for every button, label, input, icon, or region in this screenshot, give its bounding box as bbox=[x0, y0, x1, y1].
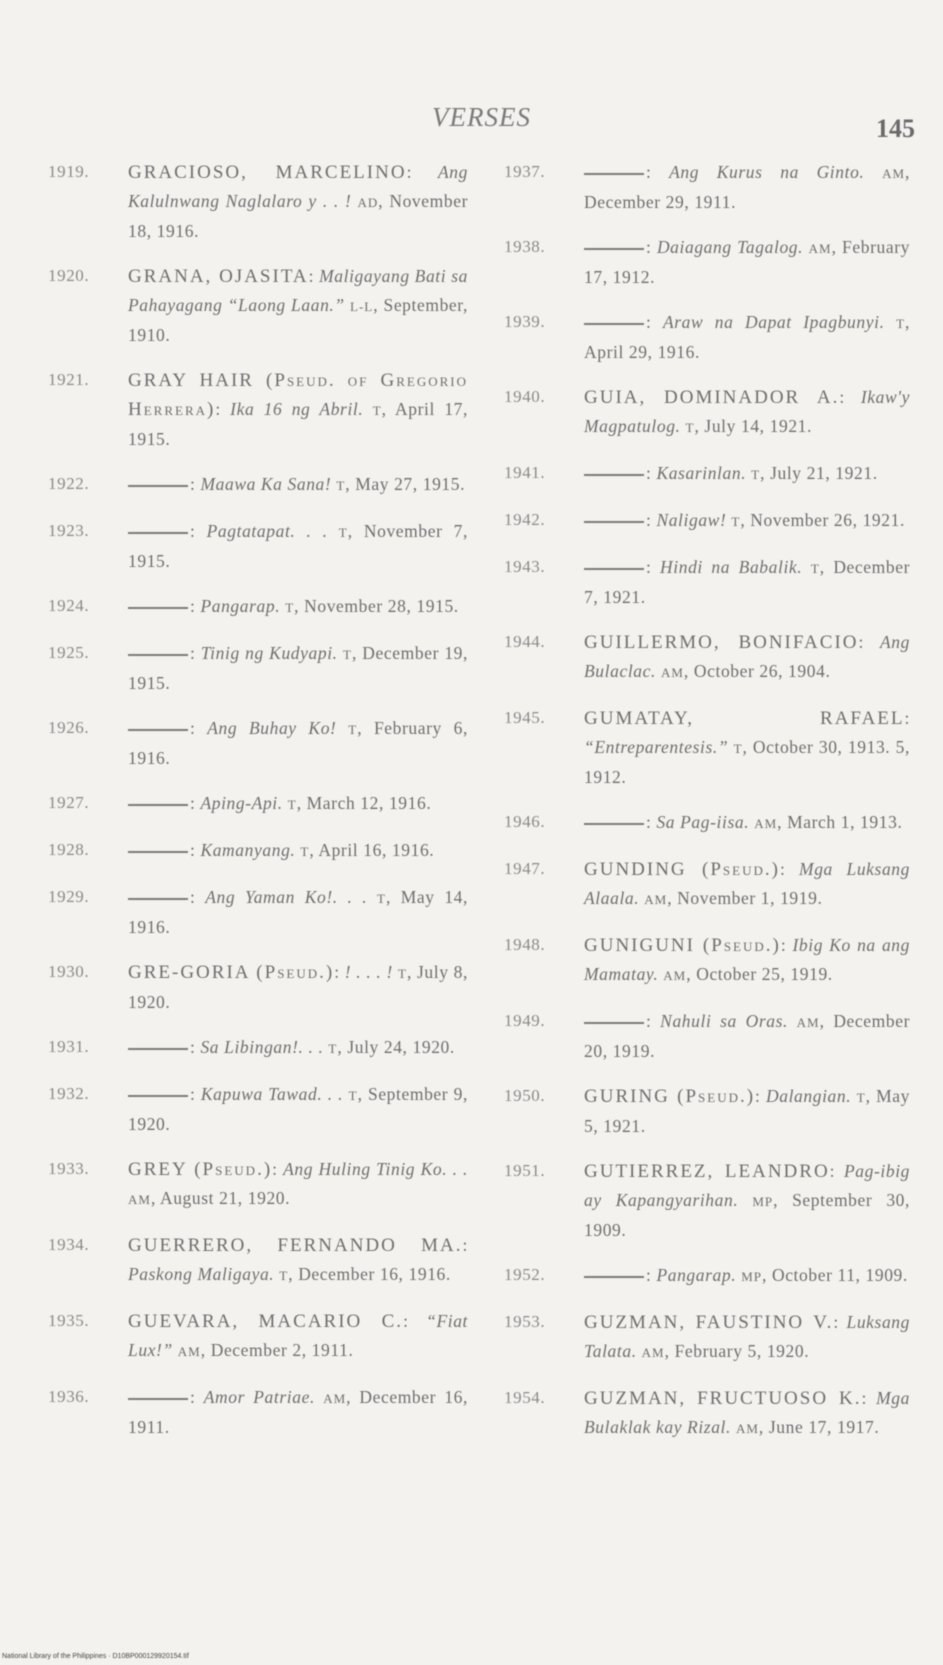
entry-date: December 20, 1919 bbox=[584, 1011, 911, 1061]
entry-number: 1950. bbox=[504, 1086, 546, 1105]
entry-date: February 17, 1912 bbox=[584, 237, 910, 287]
entry-title: Maawa Ka Sana! bbox=[200, 474, 332, 494]
entry-author: GRACIOSO, MARCELINO bbox=[128, 162, 407, 183]
running-head: VERSES bbox=[432, 102, 531, 132]
entry-title: Pangarap. bbox=[656, 1265, 737, 1285]
entry-number: 1944. bbox=[504, 632, 546, 651]
entry-source: MP bbox=[752, 1194, 774, 1209]
entry-source: AD bbox=[357, 195, 379, 210]
entry-source: T bbox=[328, 1041, 338, 1056]
entry-date: August 21, 1920 bbox=[159, 1188, 286, 1208]
bibliography-entry: 1920. GRANA, OJASITA: Maligayang Bati sa Pahayagang “Laong Laan.” L-L, September, 1910. bbox=[36, 262, 468, 349]
entry-date: July 14, 1921 bbox=[704, 416, 808, 436]
entry-title: Sa Libingan!. . . bbox=[200, 1037, 324, 1057]
entry-title: Ang Kurus na Ginto. bbox=[669, 162, 865, 182]
entry-source: T bbox=[300, 844, 310, 859]
entry-date: December 19, 1915 bbox=[128, 643, 469, 693]
entry-author: GUZMAN, FRUCTUOSO K. bbox=[584, 1388, 862, 1409]
entry-date: September 30, 1909 bbox=[584, 1190, 910, 1240]
entry-date: December 16, 1916 bbox=[298, 1264, 446, 1284]
ditto-dash bbox=[128, 898, 188, 900]
entry-date: September, 1910 bbox=[128, 295, 468, 345]
entry-number: 1938. bbox=[504, 237, 546, 256]
entry-title: Ang Yaman Ko!. . . bbox=[205, 887, 368, 907]
entry-source: AM bbox=[796, 1015, 820, 1030]
bibliography-entry: 1948. GUNIGUNI (Pseud.): Ibig Ko na ang Mamatay. AM, October 25, 1919. bbox=[498, 931, 910, 990]
entry-number: 1930. bbox=[48, 962, 90, 981]
entry-title: Mga Luksang Alaala. bbox=[584, 859, 910, 908]
ditto-dash bbox=[584, 568, 644, 570]
bibliography-entry: 1926. : Ang Buhay Ko! T, February 6, 1916. bbox=[36, 714, 468, 772]
entry-source: AM bbox=[128, 1192, 151, 1207]
entry-number: 1949. bbox=[504, 1011, 546, 1030]
entry-date: February 5, 1920 bbox=[674, 1341, 805, 1361]
bibliography-entry: 1946. : Sa Pag-iisa. AM, March 1, 1913. bbox=[498, 808, 910, 838]
entry-number: 1942. bbox=[504, 510, 546, 529]
entry-source: T bbox=[731, 514, 741, 529]
entry-number: 1927. bbox=[48, 793, 90, 812]
entry-title: Luksang Talata. bbox=[584, 1312, 911, 1361]
entry-title: Pag-ibig ay Kapangyarihan. bbox=[584, 1161, 911, 1210]
bibliography-entry: 1942. : Naligaw! T, November 26, 1921. bbox=[498, 506, 910, 536]
entry-source: T bbox=[285, 600, 295, 615]
ditto-dash bbox=[584, 173, 644, 175]
entry-date: October 30, 1913. 5, 1912 bbox=[584, 737, 910, 787]
bibliography-entry: 1940. GUIA, DOMINADOR A.: Ikaw'y Magpatulog. T, July 14, 1921. bbox=[498, 383, 910, 442]
entry-number: 1924. bbox=[48, 596, 90, 615]
ditto-dash bbox=[128, 804, 188, 806]
entry-date: December 7, 1921 bbox=[584, 557, 911, 607]
entry-author: GRE-GORIA (Pseud.) bbox=[128, 962, 335, 983]
entry-source: T bbox=[279, 1268, 289, 1283]
entry-date: July 21, 1921 bbox=[770, 463, 873, 483]
entry-number: 1939. bbox=[504, 312, 546, 331]
ditto-dash bbox=[128, 485, 188, 487]
entry-number: 1925. bbox=[48, 643, 90, 662]
entry-number: 1946. bbox=[504, 812, 546, 831]
entry-number: 1940. bbox=[504, 387, 546, 406]
entry-date: December 16, 1911 bbox=[128, 1387, 468, 1437]
bibliography-entry: 1933. GREY (Pseud.): Ang Huling Tinig Ko. . . AM, August 21, 1920. bbox=[36, 1155, 468, 1214]
footer-credit: National Library of the Philippines · D10BP000129920154.tif bbox=[2, 1653, 189, 1660]
entry-number: 1933. bbox=[48, 1159, 90, 1178]
entry-source: T bbox=[751, 467, 761, 482]
bibliography-entry: 1934. GUERRERO, FERNANDO MA.: Paskong Maligaya. T, December 16, 1916. bbox=[36, 1231, 468, 1290]
entry-number: 1928. bbox=[48, 840, 90, 859]
bibliography-entry: 1939. : Araw na Dapat Ipagbunyi. T, April 29, 1916. bbox=[498, 308, 910, 366]
entry-title: Naligaw! bbox=[656, 510, 727, 530]
entry-date: September 9, 1920 bbox=[128, 1084, 468, 1134]
entry-number: 1932. bbox=[48, 1084, 90, 1103]
entry-source: AM bbox=[882, 166, 906, 181]
bibliography-entry: 1945. GUMATAY, RAFAEL: “Entreparentesis.” T, October 30, 1913. 5, 1912. bbox=[498, 704, 910, 791]
entry-title: Ikaw'y Magpatulog. bbox=[584, 387, 910, 436]
bibliography-entry: 1924. : Pangarap. T, November 28, 1915. bbox=[36, 592, 468, 622]
bibliography-entry: 1929. : Ang Yaman Ko!. . . T, May 14, 1916. bbox=[36, 883, 468, 941]
bibliography-entry: 1936. : Amor Patriae. AM, December 16, 1911. bbox=[36, 1383, 468, 1441]
entry-source: T bbox=[336, 478, 346, 493]
entry-source: AM bbox=[808, 241, 832, 256]
entry-title: Ibig Ko na ang Mamatay. bbox=[584, 935, 910, 984]
entry-author: GUEVARA, MACARIO C. bbox=[128, 1311, 404, 1332]
entry-date: April 17, 1915 bbox=[128, 399, 468, 449]
entry-source: T bbox=[287, 797, 297, 812]
bibliography-entry: 1947. GUNDING (Pseud.): Mga Luksang Alaala. AM, November 1, 1919. bbox=[498, 855, 910, 914]
bibliography-entry: 1937. : Ang Kurus na Ginto. AM, December 29, 1911. bbox=[498, 158, 910, 216]
ditto-dash bbox=[128, 729, 188, 731]
entry-title: Dalangian. bbox=[765, 1086, 852, 1106]
entry-title: Ang Buhay Ko! bbox=[207, 718, 337, 738]
entry-date: November 18, 1916 bbox=[128, 191, 468, 241]
entry-source: AM bbox=[660, 665, 684, 680]
entry-date: November 28, 1915 bbox=[304, 596, 454, 616]
entry-number: 1919. bbox=[48, 162, 90, 181]
entry-title: Amor Patriae. bbox=[203, 1387, 315, 1407]
entry-date: April 16, 1916 bbox=[318, 840, 430, 860]
entry-source: T bbox=[348, 722, 358, 737]
bibliography-entry: 1922. : Maawa Ka Sana! T, May 27, 1915. bbox=[36, 470, 468, 500]
entry-source: T bbox=[343, 647, 352, 662]
entry-title: Maligayang Bati sa Pahayagang “Laong Laan.” bbox=[128, 266, 468, 315]
ditto-dash bbox=[584, 521, 644, 523]
bibliography-entry: 1935. GUEVARA, MACARIO C.: “Fiat Lux!” AM, December 2, 1911. bbox=[36, 1307, 468, 1366]
entry-source: T bbox=[372, 403, 382, 418]
entry-source: T bbox=[896, 316, 906, 331]
entry-source: T bbox=[398, 966, 407, 981]
entry-author: GUNDING (Pseud.) bbox=[584, 859, 780, 880]
bibliography-entry: 1952. : Pangarap. MP, October 11, 1909. bbox=[498, 1261, 910, 1291]
entry-date: May 27, 1915 bbox=[355, 474, 461, 494]
entry-source: T bbox=[338, 525, 348, 540]
entry-date: July 8, 1920 bbox=[128, 962, 468, 1012]
ditto-dash bbox=[584, 1276, 644, 1278]
ditto-dash bbox=[128, 532, 188, 534]
entry-date: March 12, 1916 bbox=[306, 793, 427, 813]
bibliography-entry: 1943. : Hindi na Babalik. T, December 7, 1921. bbox=[498, 553, 910, 611]
bibliography-entry: 1921. GRAY HAIR (Pseud. of Gregorio Herrera): Ika 16 ng Abril. T, April 17, 1915. bbox=[36, 366, 468, 453]
bibliography-entry: 1932. : Kapuwa Tawad. . . T, September 9, 1920. bbox=[36, 1080, 468, 1138]
entry-source: AM bbox=[177, 1344, 201, 1359]
entry-author: GRANA, OJASITA bbox=[128, 266, 309, 287]
entry-source: T bbox=[348, 1088, 358, 1103]
bibliography-entry: 1927. : Aping-Api. T, March 12, 1916. bbox=[36, 789, 468, 819]
page-number: 145 bbox=[876, 114, 915, 143]
entry-author: GUMATAY, RAFAEL bbox=[584, 708, 905, 729]
entry-source: T bbox=[856, 1090, 866, 1105]
entry-title: Paskong Maligaya. bbox=[128, 1264, 275, 1284]
entry-title: Kamanyang. bbox=[200, 840, 296, 860]
entry-title: “Entreparentesis.” bbox=[584, 737, 729, 757]
ditto-dash bbox=[128, 607, 188, 609]
entry-number: 1923. bbox=[48, 521, 90, 540]
entry-title: Ang Kalulnwang Naglalaro y . . ! bbox=[128, 162, 468, 211]
entry-source: T bbox=[685, 420, 695, 435]
entry-title: Kapuwa Tawad. . . bbox=[200, 1084, 344, 1104]
ditto-dash bbox=[584, 323, 644, 325]
entry-author: GUIA, DOMINADOR A. bbox=[584, 387, 840, 408]
entry-author: GUTIERREZ, LEANDRO bbox=[584, 1161, 830, 1182]
entry-number: 1952. bbox=[504, 1265, 546, 1284]
entry-date: June 17, 1917 bbox=[768, 1417, 875, 1437]
entry-author: GUZMAN, FAUSTINO V. bbox=[584, 1312, 834, 1333]
bibliography-entry: 1949. : Nahuli sa Oras. AM, December 20, 1919. bbox=[498, 1007, 910, 1065]
entry-source: T bbox=[810, 561, 820, 576]
bibliography-entry: 1944. GUILLERMO, BONIFACIO: Ang Bulaclac. AM, October 26, 1904. bbox=[498, 628, 910, 687]
ditto-dash bbox=[128, 1048, 188, 1050]
entry-date: November 7, 1915 bbox=[128, 521, 468, 571]
bibliography-entry: 1941. : Kasarinlan. T, July 21, 1921. bbox=[498, 459, 910, 489]
bibliography-entry: 1951. GUTIERREZ, LEANDRO: Pag-ibig ay Kapangyarihan. MP, September 30, 1909. bbox=[498, 1157, 910, 1244]
entry-title: Mga Bulaklak kay Rizal. bbox=[584, 1388, 911, 1437]
entry-number: 1947. bbox=[504, 859, 546, 878]
entry-title: Daiagang Tagalog. bbox=[656, 237, 804, 257]
ditto-dash bbox=[584, 823, 644, 825]
entry-author: GURING (Pseud.) bbox=[584, 1086, 756, 1107]
entry-author: GUNIGUNI (Pseud.) bbox=[584, 935, 781, 956]
ditto-dash bbox=[128, 1095, 188, 1097]
entry-number: 1936. bbox=[48, 1387, 90, 1406]
entry-number: 1953. bbox=[504, 1312, 546, 1331]
bibliography-entry: 1923. : Pagtatapat. . . T, November 7, 1915. bbox=[36, 517, 468, 575]
entry-number: 1929. bbox=[48, 887, 90, 906]
entry-date: May 14, 1916 bbox=[128, 887, 468, 937]
ditto-dash bbox=[584, 474, 644, 476]
entry-title: Araw na Dapat Ipagbunyi. bbox=[662, 312, 885, 332]
ditto-dash bbox=[128, 654, 188, 656]
bibliography-entry: 1954. GUZMAN, FRUCTUOSO K.: Mga Bulaklak kay Rizal. AM, June 17, 1917. bbox=[498, 1384, 910, 1443]
entry-title: Ika 16 ng Abril. bbox=[230, 399, 364, 419]
entry-title: Ang Huling Tinig Ko. . . bbox=[283, 1159, 468, 1179]
ditto-dash bbox=[128, 851, 188, 853]
entry-source: MP bbox=[741, 1269, 762, 1284]
entry-number: 1931. bbox=[48, 1037, 90, 1056]
left-column bbox=[36, 158, 468, 1458]
entry-date: December 29, 1911 bbox=[584, 192, 732, 212]
bibliography-entry: 1953. GUZMAN, FAUSTINO V.: Luksang Talata. AM, February 5, 1920. bbox=[498, 1308, 910, 1367]
entry-title: Sa Pag-iisa. bbox=[656, 812, 750, 832]
entry-number: 1941. bbox=[504, 463, 546, 482]
entry-source: AM bbox=[754, 816, 778, 831]
entry-author: GUILLERMO, BONIFACIO bbox=[584, 632, 859, 653]
entry-date: November 26, 1921 bbox=[750, 510, 900, 530]
entry-source: AM bbox=[323, 1391, 347, 1406]
bibliography-entry: 1928. : Kamanyang. T, April 16, 1916. bbox=[36, 836, 468, 866]
entry-date: December 2, 1911 bbox=[210, 1340, 349, 1360]
entry-title: “Fiat Lux!” bbox=[128, 1311, 469, 1360]
bibliography-entry: 1925. : Tinig ng Kudyapi. T, December 19, 1915. bbox=[36, 639, 468, 697]
entry-date: April 29, 1916 bbox=[584, 342, 695, 362]
entry-source: AM bbox=[641, 1345, 665, 1360]
entry-title: Aping-Api. bbox=[200, 793, 283, 813]
entry-title: Ang Bulaclac. bbox=[584, 632, 911, 681]
bibliography-entry: 1919. GRACIOSO, MARCELINO: Ang Kalulnwang Naglalaro y . . ! AD, November 18, 1916. bbox=[36, 158, 468, 245]
entry-number: 1920. bbox=[48, 266, 90, 285]
bibliography-entry: 1931. : Sa Libingan!. . . T, July 24, 1920. bbox=[36, 1033, 468, 1063]
entry-title: Pagtatapat. . . bbox=[206, 521, 328, 541]
entry-author: GRAY HAIR (Pseud. of Gregorio Herrera) bbox=[128, 370, 468, 420]
entry-date: May 5, 1921 bbox=[584, 1086, 910, 1136]
ditto-dash bbox=[584, 248, 644, 250]
entry-number: 1951. bbox=[504, 1161, 546, 1180]
entry-date: October 11, 1909 bbox=[771, 1265, 903, 1285]
entry-author: GUERRERO, FERNANDO MA. bbox=[128, 1235, 463, 1256]
entry-source: T bbox=[377, 891, 386, 906]
entry-number: 1921. bbox=[48, 370, 90, 389]
bibliography-entry: 1938. : Daiagang Tagalog. AM, February 17, 1912. bbox=[498, 233, 910, 291]
entry-date: October 26, 1904 bbox=[693, 661, 826, 681]
entry-author: GREY (Pseud.) bbox=[128, 1159, 273, 1180]
ditto-dash bbox=[584, 1022, 644, 1024]
entry-date: July 24, 1920 bbox=[347, 1037, 450, 1057]
entry-date: March 1, 1913 bbox=[787, 812, 898, 832]
entry-date: November 1, 1919 bbox=[677, 888, 818, 908]
entry-title: ! . . . ! bbox=[344, 962, 393, 982]
entry-number: 1948. bbox=[504, 935, 546, 954]
entry-date: October 25, 1919 bbox=[696, 964, 828, 984]
entry-number: 1934. bbox=[48, 1235, 90, 1254]
entry-title: Tinig ng Kudyapi. bbox=[200, 643, 338, 663]
entry-number: 1922. bbox=[48, 474, 90, 493]
entry-source: AM bbox=[663, 968, 687, 983]
entry-source: AM bbox=[644, 892, 668, 907]
right-column bbox=[498, 158, 910, 1460]
entry-date: February 6, 1916 bbox=[128, 718, 468, 768]
entry-title: Pangarap. bbox=[200, 596, 281, 616]
entry-number: 1935. bbox=[48, 1311, 90, 1330]
entry-number: 1937. bbox=[504, 162, 546, 181]
ditto-dash bbox=[128, 1398, 188, 1400]
entry-number: 1945. bbox=[504, 708, 546, 727]
bibliography-entry: 1950. GURING (Pseud.): Dalangian. T, May 5, 1921. bbox=[498, 1082, 910, 1140]
entry-source: L-L bbox=[350, 299, 374, 314]
page-header bbox=[0, 102, 943, 142]
entry-number: 1926. bbox=[48, 718, 90, 737]
entry-number: 1954. bbox=[504, 1388, 546, 1407]
entry-title: Hindi na Babalik. bbox=[660, 557, 803, 577]
bibliography-entry: 1930. GRE-GORIA (Pseud.): ! . . . ! T, July 8, 1920. bbox=[36, 958, 468, 1016]
entry-source: T bbox=[733, 741, 743, 756]
entry-source: AM bbox=[735, 1421, 759, 1436]
entry-title: Nahuli sa Oras. bbox=[660, 1011, 788, 1031]
entry-title: Kasarinlan. bbox=[656, 463, 747, 483]
entry-number: 1943. bbox=[504, 557, 546, 576]
